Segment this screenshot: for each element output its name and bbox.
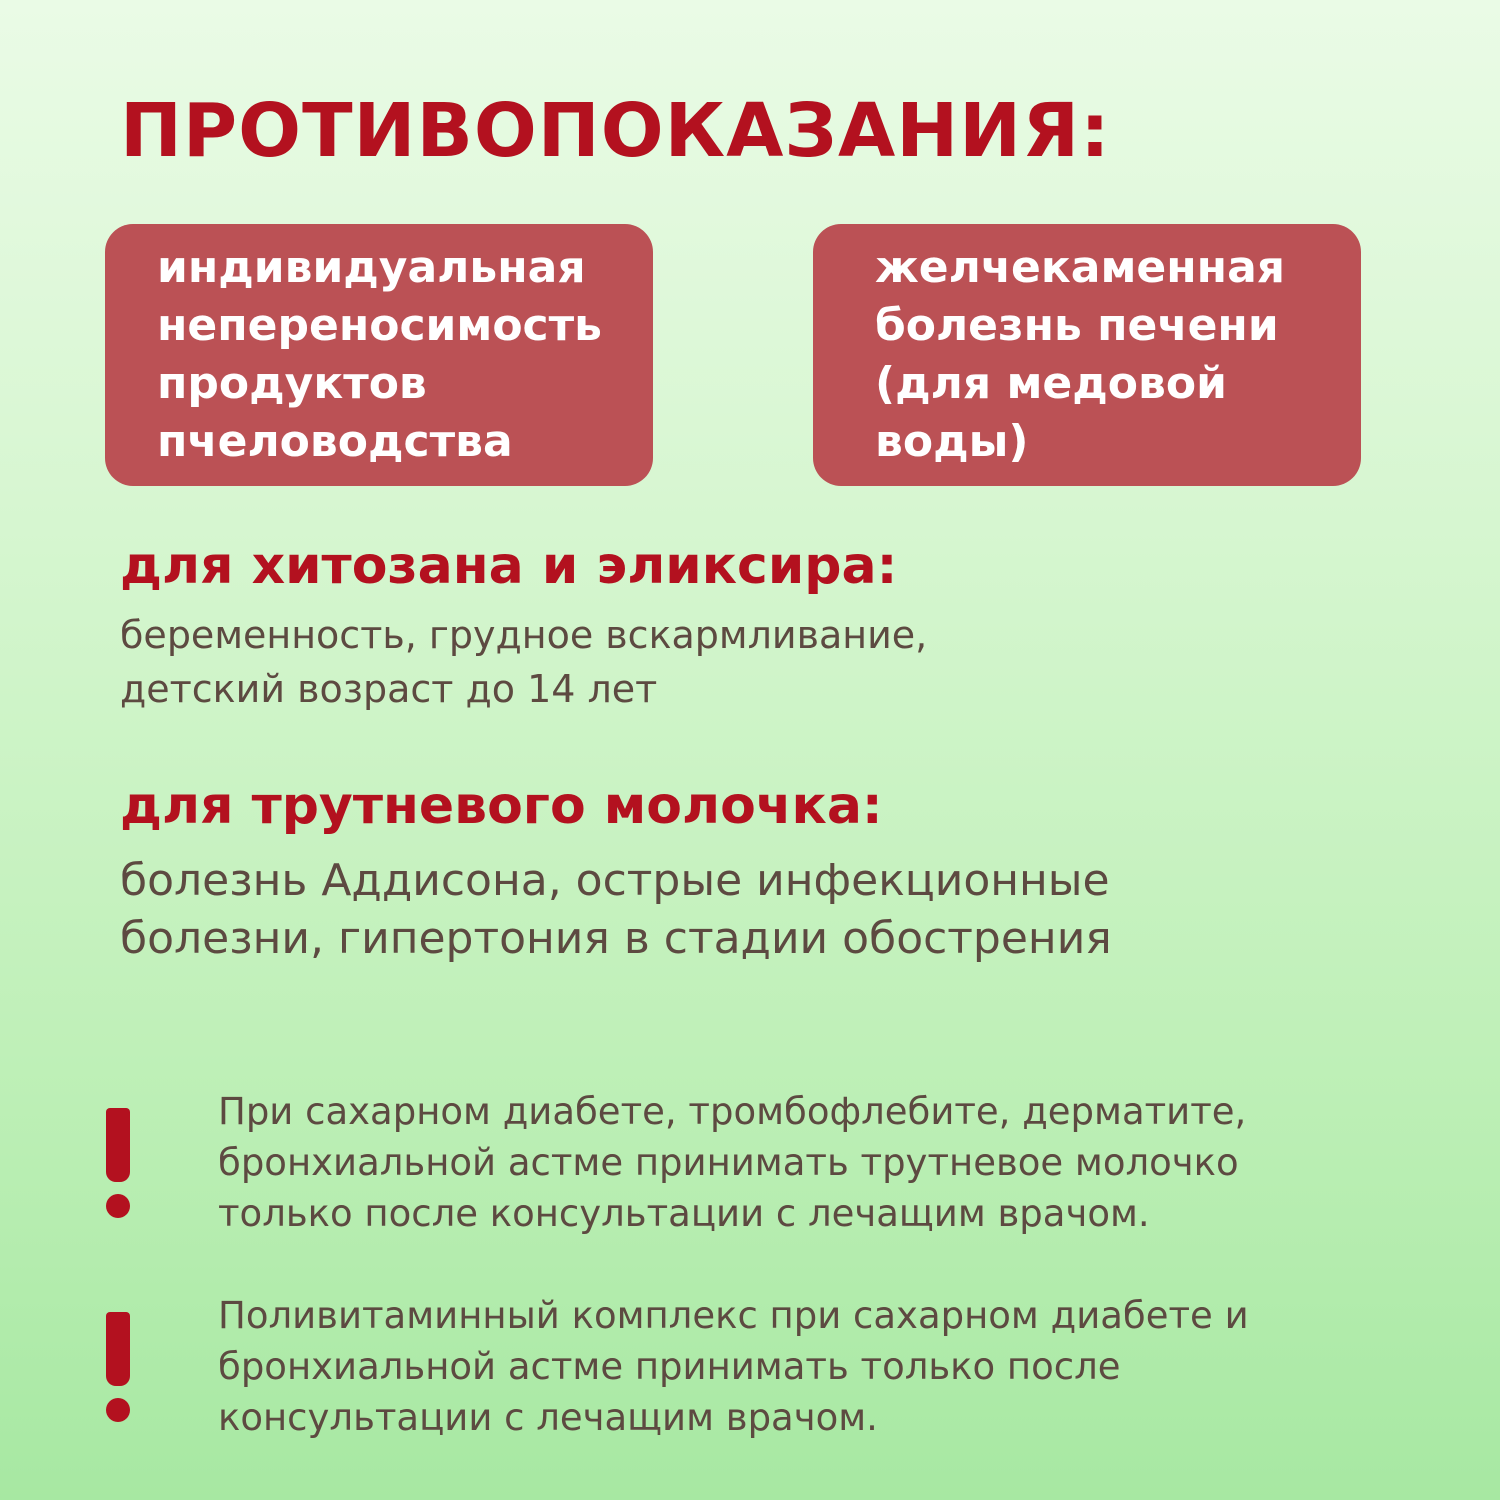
- card-line: продуктов: [157, 358, 427, 409]
- card-line: воды): [875, 416, 1029, 467]
- card-line: пчеловодства: [157, 416, 513, 467]
- card-line: желчекаменная: [875, 242, 1286, 293]
- section-heading-chitosan: для хитозана и эликсира:: [120, 536, 898, 596]
- warning-note-diabetes: [218, 1086, 1246, 1239]
- card-line: болезнь печени: [875, 300, 1279, 351]
- card-line: (для медовой: [875, 358, 1227, 409]
- section-line: болезнь Аддисона, острые инфекционные: [120, 855, 1110, 906]
- section-line: болезни, гипертония в стадии обострения: [120, 913, 1112, 964]
- card-line: индивидуальная: [157, 242, 586, 293]
- note-line: бронхиальной астме принимать только после: [218, 1345, 1121, 1388]
- page-title: ПРОТИВОПОКАЗАНИЯ:: [120, 88, 1111, 174]
- section-line: беременность, грудное вскармливание,: [120, 613, 928, 657]
- card-line: непереносимость: [157, 300, 602, 351]
- section-heading-drone-milk: для трутневого молочка:: [120, 776, 883, 836]
- note-line: При сахарном диабете, тромбофлебите, дерматите,: [218, 1090, 1247, 1133]
- note-line: бронхиальной астме принимать трутневое молочко: [218, 1141, 1239, 1184]
- section-body-chitosan: [120, 608, 927, 716]
- warning-note-multivitamin: [218, 1290, 1249, 1443]
- note-line: консультации с лечащим врачом.: [218, 1396, 878, 1439]
- contraindication-card-gallstone: [813, 224, 1361, 486]
- note-line: только после консультации с лечащим врачом.: [218, 1192, 1150, 1235]
- section-body-drone-milk: [120, 852, 1112, 968]
- section-line: детский возраст до 14 лет: [120, 667, 658, 711]
- note-line: Поливитаминный комплекс при сахарном диабете и: [218, 1294, 1249, 1337]
- contraindication-card-allergy: [105, 224, 653, 486]
